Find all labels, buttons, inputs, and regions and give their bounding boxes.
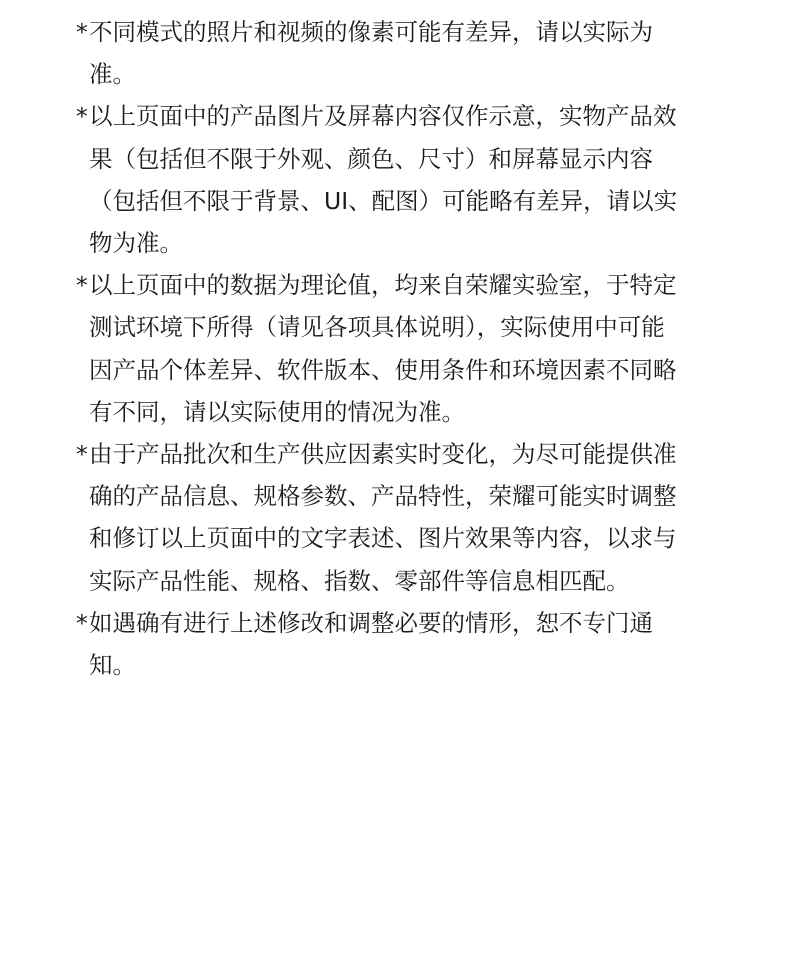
note-line: 以上页面中的数据为理论值，均来自荣耀实验室，于特定: [89, 271, 677, 300]
disclaimer-note-images: [76, 95, 736, 264]
note-line: 物为准。: [89, 229, 183, 258]
note-line: 确的产品信息、规格参数、产品特性，荣耀可能实时调整: [89, 482, 677, 511]
disclaimer-note-data: [76, 264, 736, 433]
note-line: 由于产品批次和生产供应因素实时变化，为尽可能提供准: [89, 440, 677, 469]
note-line: 以上页面中的产品图片及屏幕内容仅作示意，实物产品效: [89, 102, 677, 131]
note-line: 准。: [89, 60, 136, 89]
note-line: 实际产品性能、规格、指数、零部件等信息相匹配。: [89, 566, 630, 595]
note-line: 测试环境下所得（请见各项具体说明），实际使用中可能: [89, 313, 665, 342]
note-line: 不同模式的照片和视频的像素可能有差异，请以实际为: [89, 18, 653, 46]
disclaimer-note-notice: [76, 602, 736, 686]
asterisk-marker: *: [76, 608, 88, 637]
disclaimer-note-revisions: [76, 433, 736, 602]
asterisk-marker: *: [76, 440, 88, 469]
note-line: 因产品个体差异、软件版本、使用条件和环境因素不同略: [89, 355, 677, 384]
asterisk-marker: *: [76, 271, 88, 300]
note-line: 和修订以上页面中的文字表述、图片效果等内容，以求与: [89, 524, 677, 553]
note-line: 知。: [89, 651, 136, 680]
note-line: 如遇确有进行上述修改和调整必要的情形，恕不专门通: [89, 608, 653, 637]
note-line: （包括但不限于背景、UI、配图）可能略有差异，请以实: [89, 186, 678, 215]
note-line: 有不同，请以实际使用的情况为准。: [89, 397, 465, 426]
disclaimer-notes: [76, 11, 736, 686]
note-line: 果（包括但不限于外观、颜色、尺寸）和屏幕显示内容: [89, 144, 653, 173]
disclaimer-note-pixels: [76, 11, 736, 95]
asterisk-marker: *: [76, 102, 88, 131]
asterisk-marker: *: [76, 18, 88, 46]
